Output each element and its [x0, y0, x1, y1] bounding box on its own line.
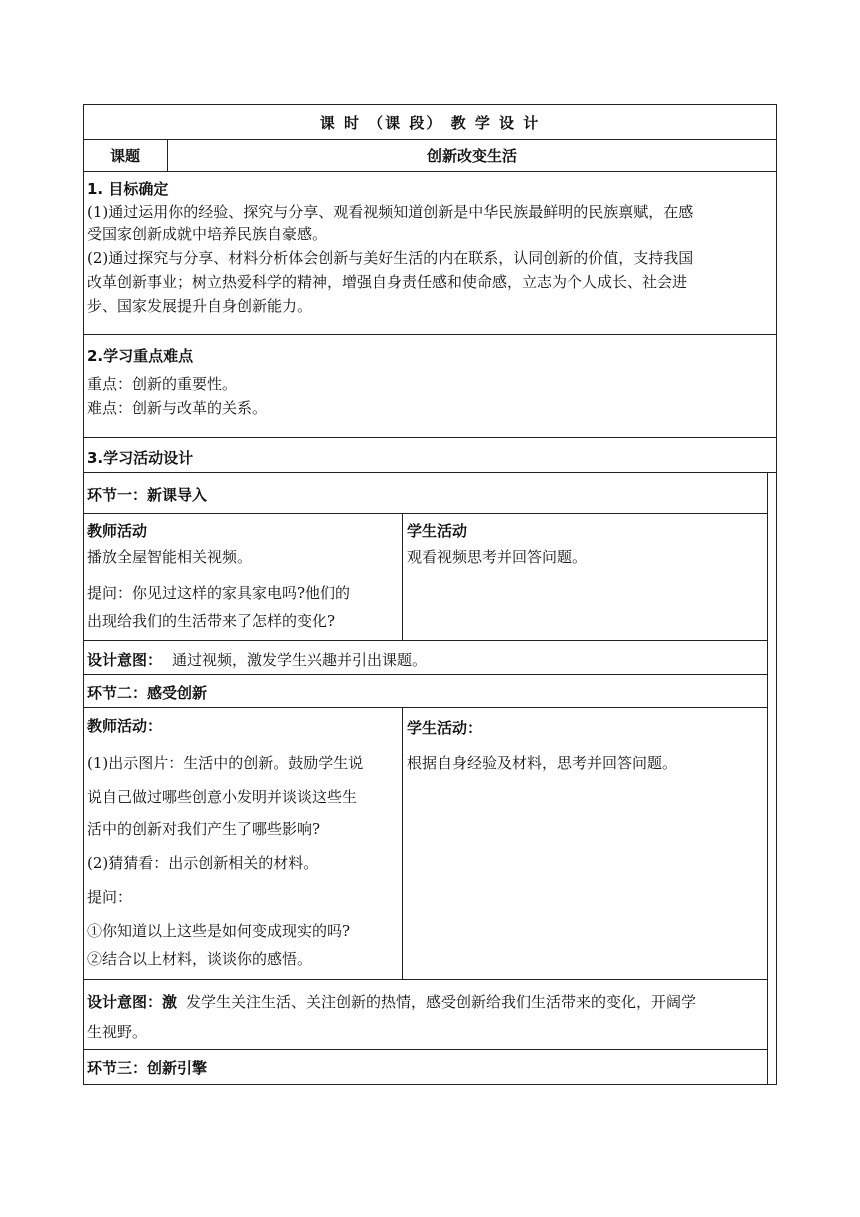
divider — [83, 979, 767, 980]
teacher-activity-label: 教师活动： — [87, 717, 163, 735]
design-intent-label: 设计意图：激 — [87, 993, 178, 1011]
divider — [83, 513, 767, 514]
section-title: 2.学习重点难点 — [87, 347, 194, 365]
divider — [83, 437, 777, 438]
objective-line: 改革创新事业；树立热爱科学的精神，增强自身责任感和使命感，立志为个人成长、社会进 — [87, 273, 688, 291]
teacher-activity-line: 播放全屋智能相关视频。 — [87, 548, 253, 566]
divider — [402, 513, 403, 640]
teacher-activity-line: 活中的创新对我们产生了哪些影响? — [87, 820, 321, 838]
divider — [83, 334, 777, 335]
key-point: 重点：创新的重要性。 — [87, 375, 238, 393]
design-intent-text: 生视野。 — [87, 1023, 148, 1041]
page-title: 课 时 （课 段） 教 学 设 计 — [319, 114, 541, 132]
teacher-activity-line: 说自己做过哪些创意小发明并谈谈这些生 — [87, 788, 358, 806]
difficulty-point: 难点：创新与改革的关系。 — [87, 399, 268, 417]
student-activity-text: 根据自身经验及材料，思考并回答问题。 — [407, 754, 678, 772]
teacher-activity-line: ①你知道以上这些是如何变成现实的吗? — [87, 922, 351, 940]
divider — [402, 707, 403, 979]
objective-line: (2)通过探究与分享、材料分析体会创新与美好生活的内在联系，认同创新的价值，支持我国 — [87, 249, 694, 267]
teacher-activity-label: 教师活动 — [87, 522, 148, 540]
teacher-activity-line: 出现给我们的生活带来了怎样的变化? — [87, 612, 336, 630]
objective-line: 受国家创新成就中培养民族自豪感。 — [87, 225, 328, 243]
teacher-activity-line: 提问： — [87, 888, 133, 906]
objective-line: 步、国家发展提升自身创新能力。 — [87, 297, 313, 315]
divider — [83, 171, 777, 172]
divider — [83, 640, 767, 641]
topic-label: 课题 — [109, 147, 140, 165]
section-title: 3.学习活动设计 — [87, 449, 194, 467]
stage-title: 环节一：新课导入 — [87, 486, 208, 504]
design-intent-text: 发学生关注生活、关注创新的热情，感受创新给我们生活带来的变化，开阔学 — [186, 993, 697, 1011]
divider — [83, 139, 777, 140]
student-activity-label: 学生活动： — [407, 719, 483, 737]
divider — [83, 472, 777, 473]
student-activity-label: 学生活动 — [407, 522, 468, 540]
topic-value: 创新改变生活 — [426, 147, 517, 165]
teacher-activity-line: ②结合以上材料，谈谈你的感悟。 — [87, 950, 313, 968]
divider — [767, 472, 768, 1085]
teacher-activity-line: 提问：你见过这样的家具家电吗?他们的 — [87, 584, 351, 602]
teacher-activity-line: (2)猜猜看：出示创新相关的材料。 — [87, 854, 319, 872]
student-activity-text: 观看视频思考并回答问题。 — [407, 548, 588, 566]
section-title: 1. 目标确定 — [87, 180, 169, 198]
stage-title: 环节二：感受创新 — [87, 684, 208, 702]
divider — [83, 707, 767, 708]
divider — [83, 1049, 767, 1050]
divider — [83, 674, 767, 675]
teacher-activity-line: (1)出示图片：生活中的创新。鼓励学生说 — [87, 754, 364, 772]
stage-title: 环节三：创新引擎 — [87, 1059, 208, 1077]
design-intent-label: 设计意图： — [87, 651, 163, 669]
objective-line: (1)通过运用你的经验、探究与分享、观看视频知道创新是中华民族最鲜明的民族禀赋，在感 — [87, 203, 694, 221]
design-intent-text: 通过视频，激发学生兴趣并引出课题。 — [172, 651, 428, 669]
